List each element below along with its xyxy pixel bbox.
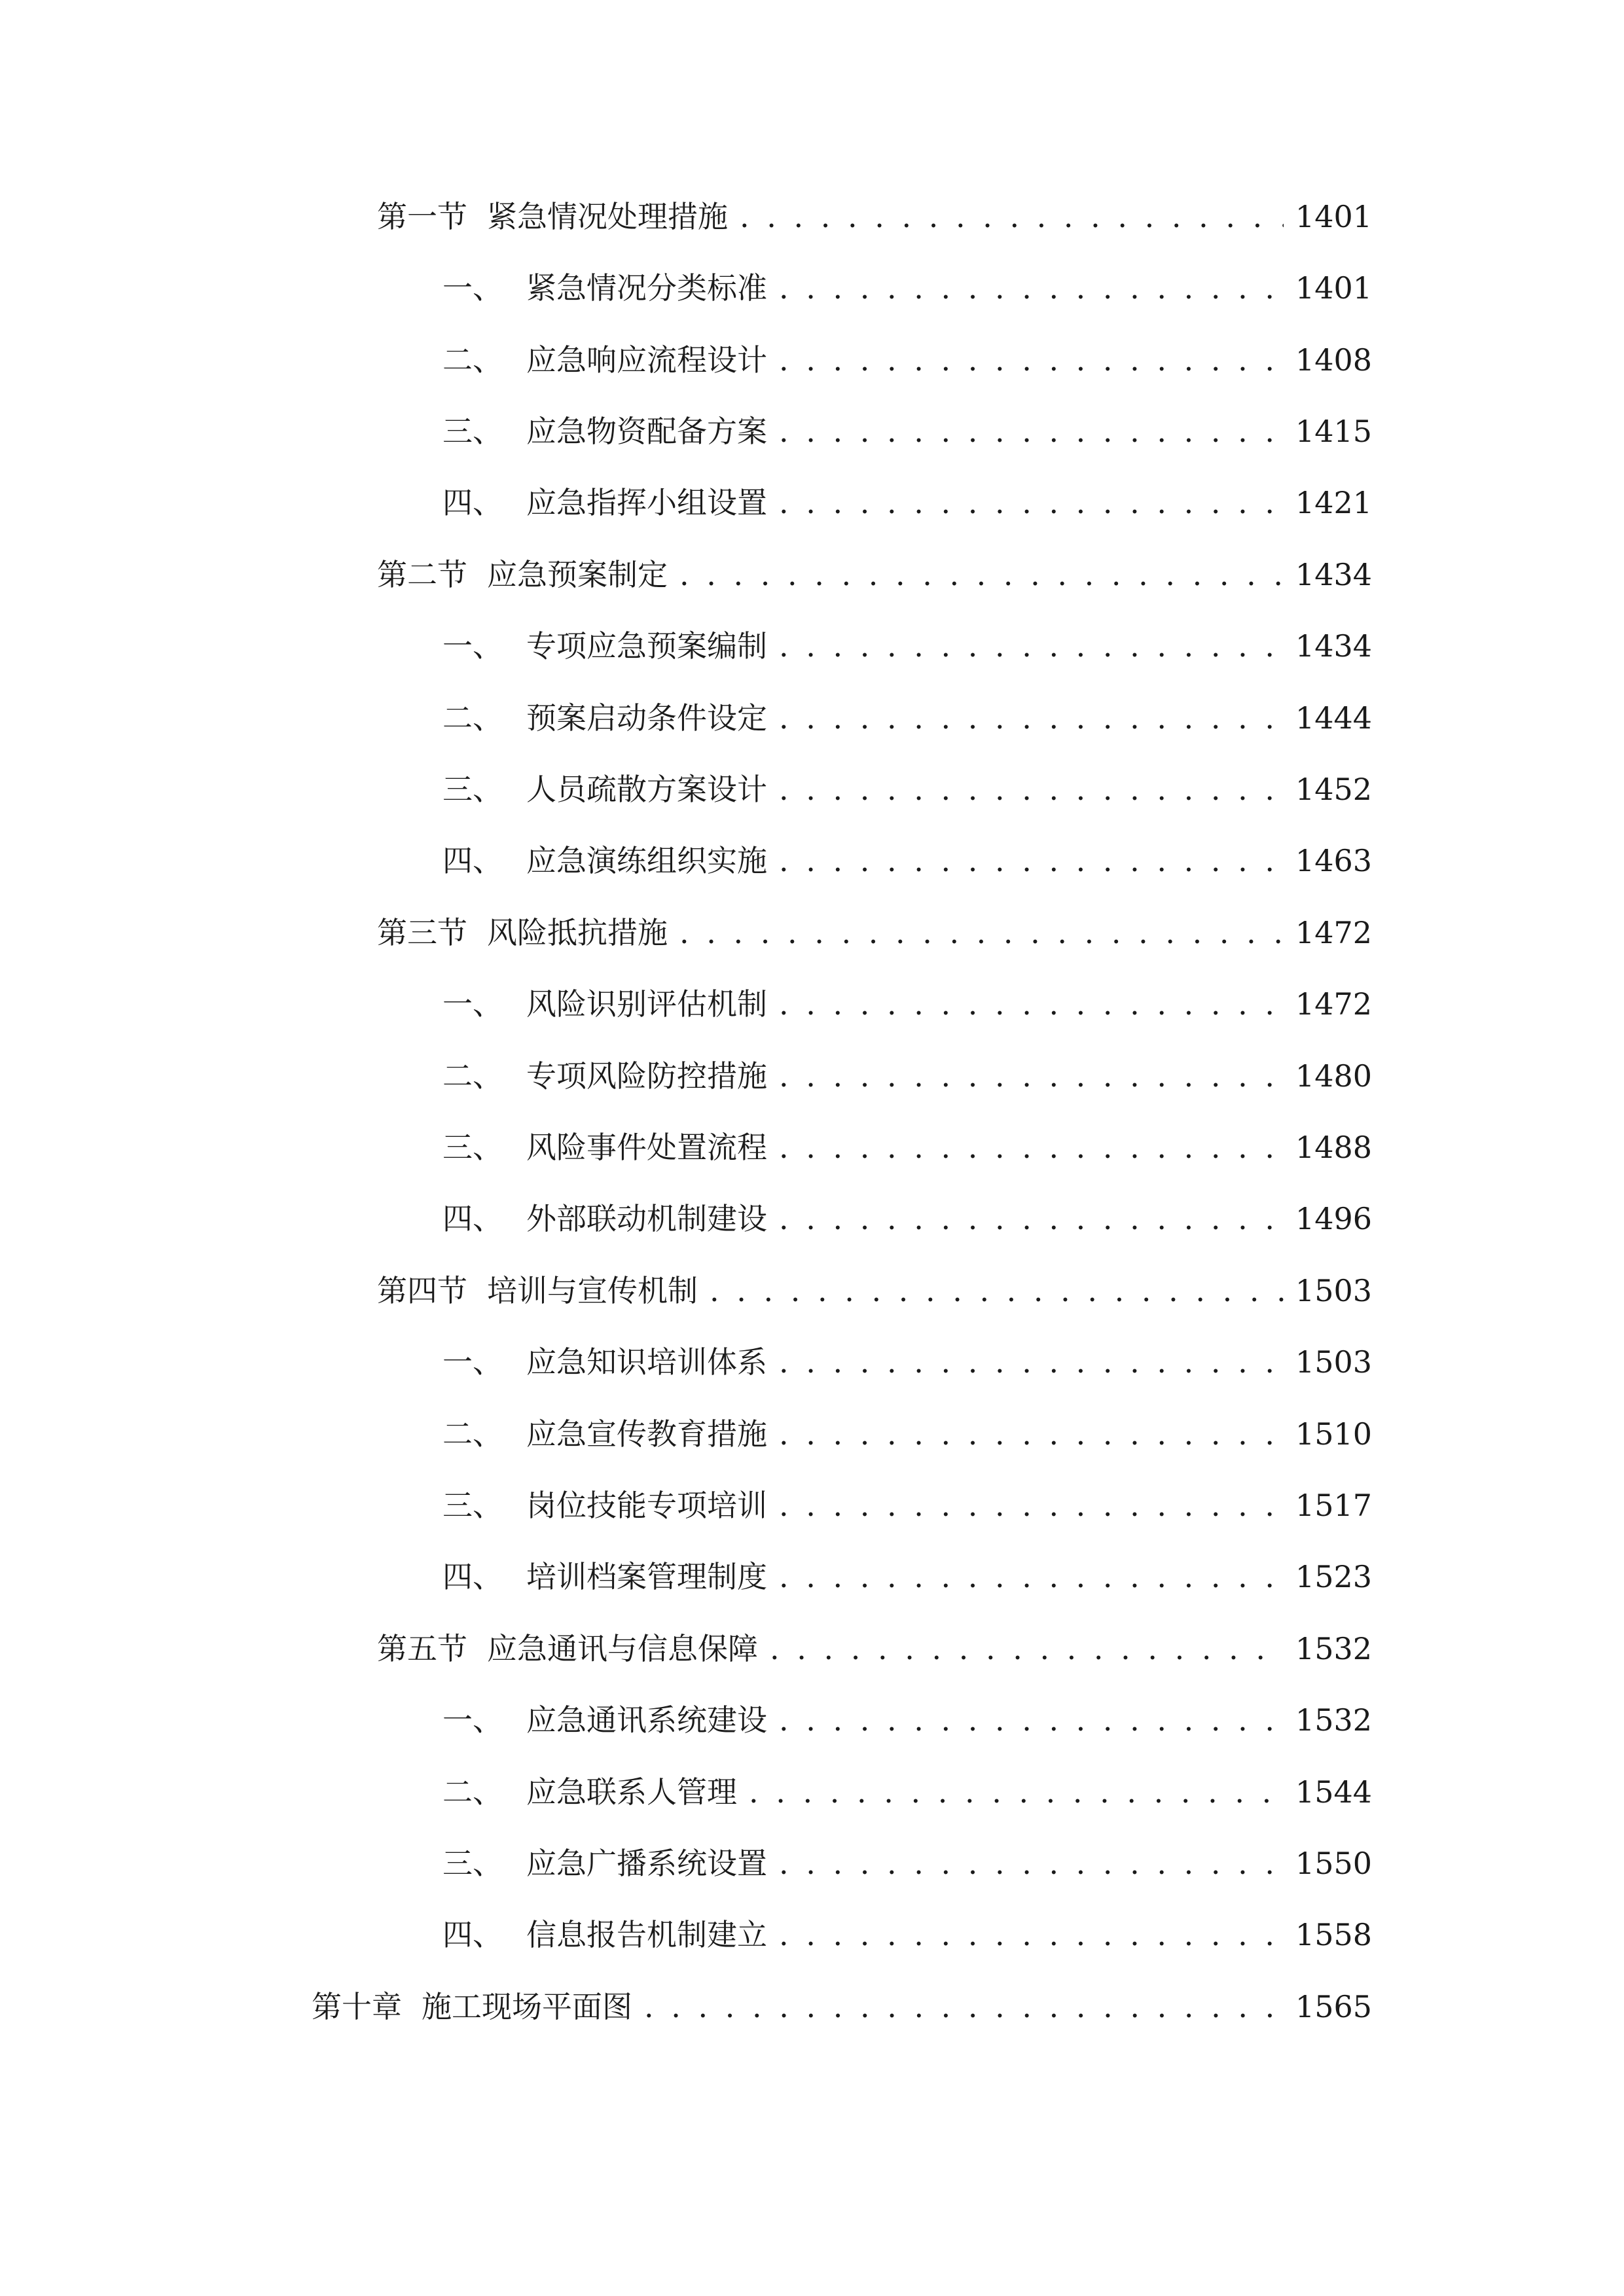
toc-dot-leader [779,1411,1284,1457]
toc-entry-item[interactable] [442,265,1372,311]
toc-entry-item[interactable] [442,981,1372,1027]
toc-entry-title: 应急通讯系统建设 [526,1702,767,1738]
toc-entry-number: 第十章 [312,1989,402,2024]
toc-page-number: 1510 [1295,1416,1372,1452]
toc-page-number: 1544 [1295,1774,1372,1810]
toc-dot-leader [710,1268,1284,1314]
toc-entry-section[interactable] [377,194,1372,240]
toc-entry-number: 二、 [442,1058,503,1094]
toc-entry-title: 应急预案制定 [487,557,668,592]
toc-dot-leader [779,1840,1284,1886]
toc-entry-item[interactable] [442,408,1372,454]
toc-entry-title: 应急响应流程设计 [526,342,767,378]
toc-entry-title: 应急广播系统设置 [526,1846,767,1881]
toc-dot-leader [779,265,1284,311]
toc-entry-number: 四、 [442,843,503,878]
toc-entry-number: 一、 [442,1344,503,1380]
toc-entry-title: 应急指挥小组设置 [526,485,767,520]
toc-entry-item[interactable] [442,1411,1372,1457]
toc-page-number: 1532 [1295,1702,1372,1738]
toc-dot-leader [779,1196,1284,1242]
toc-entry-number: 第三节 [377,915,467,950]
toc-page-number: 1523 [1295,1559,1372,1594]
toc-entry-title: 应急联系人管理 [526,1774,737,1810]
toc-page-number: 1532 [1295,1631,1372,1666]
toc-entry-section[interactable] [377,910,1372,956]
toc-page-number: 1408 [1295,342,1372,378]
toc-entry-section[interactable] [377,1626,1372,1672]
toc-page-number: 1421 [1295,485,1372,520]
toc-page-number: 1550 [1295,1846,1372,1881]
toc-dot-leader [779,981,1284,1027]
toc-page-number: 1565 [1295,1989,1372,2024]
toc-entry-number: 四、 [442,1917,503,1952]
toc-dot-leader [644,1984,1284,2030]
toc-dot-leader [779,1554,1284,1600]
toc-dot-leader [779,1912,1284,1958]
toc-entry-item[interactable] [442,1482,1372,1528]
toc-entry-item[interactable] [442,623,1372,669]
toc-entry-item[interactable] [442,1196,1372,1242]
toc-page-number: 1415 [1295,414,1372,449]
toc-dot-leader [779,337,1284,383]
toc-page-number: 1472 [1295,986,1372,1022]
toc-entry-item[interactable] [442,1554,1372,1600]
toc-dot-leader [779,1482,1284,1528]
toc-entry-title: 应急通讯与信息保障 [487,1631,758,1666]
toc-page-number: 1480 [1295,1058,1372,1094]
toc-dot-leader [749,1769,1284,1815]
toc-entry-title: 应急演练组织实施 [526,843,767,878]
toc-entry-number: 一、 [442,986,503,1022]
toc-entry-number: 三、 [442,1130,503,1165]
toc-entry-number: 四、 [442,1201,503,1236]
toc-dot-leader [770,1626,1284,1672]
toc-entry-number: 二、 [442,700,503,736]
toc-entry-item[interactable] [442,1697,1372,1743]
toc-page-number: 1503 [1295,1273,1372,1308]
toc-entry-title: 人员疏散方案设计 [526,772,767,807]
toc-page-number: 1434 [1295,557,1372,592]
toc-entry-chapter[interactable] [312,1984,1372,2030]
toc-dot-leader [679,910,1284,956]
toc-entry-title: 岗位技能专项培训 [526,1488,767,1523]
toc-entry-title: 应急宣传教育措施 [526,1416,767,1452]
toc-entry-item[interactable] [442,1840,1372,1886]
toc-entry-title: 培训档案管理制度 [526,1559,767,1594]
toc-dot-leader [679,552,1284,598]
toc-entry-number: 第四节 [377,1273,467,1308]
toc-dot-leader [740,194,1284,240]
toc-entry-number: 二、 [442,1416,503,1452]
toc-page-number: 1472 [1295,915,1372,950]
toc-entry-number: 二、 [442,342,503,378]
toc-entry-item[interactable] [442,766,1372,812]
toc-entry-number: 三、 [442,414,503,449]
toc-entry-item[interactable] [442,1339,1372,1385]
toc-entry-section[interactable] [377,1268,1372,1314]
toc-dot-leader [779,766,1284,812]
toc-entry-item[interactable] [442,1053,1372,1099]
toc-dot-leader [779,1053,1284,1099]
toc-entry-title: 信息报告机制建立 [526,1917,767,1952]
toc-entry-item[interactable] [442,695,1372,741]
toc-page-number: 1463 [1295,843,1372,878]
toc-entry-number: 第一节 [377,199,467,234]
toc-page-number: 1558 [1295,1917,1372,1952]
toc-entry-title: 专项应急预案编制 [526,628,767,664]
toc-page-number: 1452 [1295,772,1372,807]
toc-entry-number: 三、 [442,1846,503,1881]
toc-dot-leader [779,1697,1284,1743]
toc-entry-number: 第二节 [377,557,467,592]
toc-entry-number: 一、 [442,628,503,664]
toc-entry-number: 二、 [442,1774,503,1810]
toc-entry-number: 三、 [442,1488,503,1523]
toc-entry-title: 风险事件处置流程 [526,1130,767,1165]
toc-dot-leader [779,408,1284,454]
toc-entry-title: 应急物资配备方案 [526,414,767,449]
toc-entry-title: 专项风险防控措施 [526,1058,767,1094]
toc-entry-number: 四、 [442,1559,503,1594]
toc-entry-number: 三、 [442,772,503,807]
toc-entry-title: 风险抵抗措施 [487,915,668,950]
toc-entry-title: 紧急情况处理措施 [487,199,728,234]
toc-dot-leader [779,1124,1284,1170]
toc-entry-title: 应急知识培训体系 [526,1344,767,1380]
toc-entry-number: 一、 [442,270,503,306]
toc-entry-title: 施工现场平面图 [422,1989,632,2024]
toc-entry-item[interactable] [442,838,1372,884]
toc-entry-title: 外部联动机制建设 [526,1201,767,1236]
toc-page-number: 1503 [1295,1344,1372,1380]
toc-page-number: 1517 [1295,1488,1372,1523]
toc-entry-title: 紧急情况分类标准 [526,270,767,306]
toc-page-number: 1434 [1295,628,1372,664]
toc-entry-item[interactable] [442,1124,1372,1170]
toc-entry-title: 风险识别评估机制 [526,986,767,1022]
toc-entry-item[interactable] [442,1769,1372,1815]
toc-page-number: 1488 [1295,1130,1372,1165]
toc-entry-item[interactable] [442,337,1372,383]
toc-dot-leader [779,695,1284,741]
toc-entry-title: 预案启动条件设定 [526,700,767,736]
toc-page-number: 1401 [1295,199,1372,234]
toc-dot-leader [779,480,1284,526]
toc-entry-item[interactable] [442,480,1372,526]
toc-dot-leader [779,1339,1284,1385]
toc-dot-leader [779,838,1284,884]
toc-entry-item[interactable] [442,1912,1372,1958]
toc-page-number: 1444 [1295,700,1372,736]
toc-page-number: 1496 [1295,1201,1372,1236]
toc-page-number: 1401 [1295,270,1372,306]
toc-entry-number: 四、 [442,485,503,520]
toc-entry-number: 第五节 [377,1631,467,1666]
toc-entry-title: 培训与宣传机制 [487,1273,698,1308]
toc-dot-leader [779,623,1284,669]
toc-entry-section[interactable] [377,552,1372,598]
toc-entry-number: 一、 [442,1702,503,1738]
